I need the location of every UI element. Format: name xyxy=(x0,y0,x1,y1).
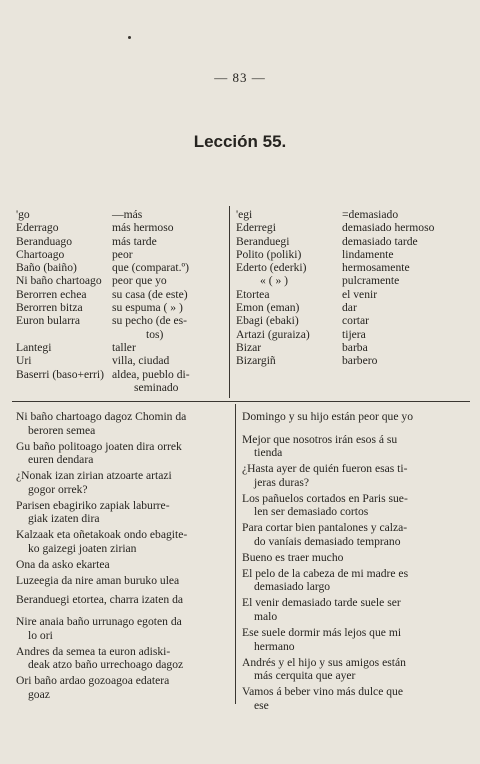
sentence: ¿Nonak izan zirian atzoarte artazi gogor orrek? xyxy=(16,469,172,496)
lesson-title: Lección 55. xyxy=(193,132,287,151)
vocab-term: Ederregi xyxy=(236,221,276,235)
column-divider xyxy=(229,206,230,398)
vocab-row xyxy=(236,235,466,248)
vocab-row xyxy=(16,274,228,287)
sentence: Parisen ebagiriko zapiak laburre- giak izaten dira xyxy=(16,498,170,526)
sentence: Andrés y el hijo y sus amigos están más cerquita que ayer xyxy=(242,655,406,683)
vocab-term: Ederto (ederki) xyxy=(236,261,307,275)
vocab-definition: lindamente xyxy=(342,247,394,261)
vocab-row xyxy=(236,221,466,234)
vocab-term: Lantegi xyxy=(16,340,52,354)
vocab-term: Beranduago xyxy=(16,234,73,248)
sentence: Beranduegi etortea, charra izaten da xyxy=(16,593,184,607)
vocab-definition: peor que yo xyxy=(112,274,167,288)
vocab-row xyxy=(236,261,466,274)
basque-sentences xyxy=(16,410,228,704)
vocab-term: Bizar xyxy=(236,340,262,354)
vocab-definition: el venir xyxy=(342,287,378,301)
vocab-row xyxy=(16,301,228,314)
sentence: Andres da semea ta euron adiski- deak atzo baño urrechoago dagoz xyxy=(16,644,184,672)
vocab-definition: más tarde xyxy=(112,234,157,248)
vocab-definition: pulcramente xyxy=(342,274,400,288)
sentence: Vamos á beber vino más dulce que ese xyxy=(242,685,403,712)
vocab-term: « ( » ) xyxy=(260,274,289,288)
vocab-row xyxy=(16,208,228,221)
sentence: Luzeegia da nire aman buruko ulea xyxy=(16,573,180,587)
sentence: Domingo y su hijo están peor que yo xyxy=(242,410,413,423)
vocab-definition: barbero xyxy=(342,354,378,368)
sentence: Nire anaia baño urrunago egoten da lo ori xyxy=(16,615,182,642)
vocabulary-left-column xyxy=(16,208,228,394)
vocab-term: Euron bularra xyxy=(16,314,81,328)
vocab-term: Ebagi (ebaki) xyxy=(236,314,299,328)
vocab-row xyxy=(16,235,228,248)
vocab-term: Berorren echea xyxy=(16,287,87,301)
vocab-term: Emon (eman) xyxy=(236,301,300,315)
vocab-row xyxy=(236,341,466,354)
vocab-definition: tijera xyxy=(342,327,366,341)
vocab-row xyxy=(236,314,466,327)
sentence: ¿Hasta ayer de quién fueron esas ti- jeras duras? xyxy=(242,462,408,489)
vocab-term: Baserri (baso+erri) xyxy=(16,367,104,381)
vocab-definition: peor xyxy=(112,247,133,261)
vocab-row xyxy=(16,221,228,234)
vocab-row xyxy=(16,368,228,381)
page-number: — 83 — xyxy=(214,70,266,85)
vocab-row xyxy=(16,314,228,327)
vocab-row xyxy=(236,301,466,314)
vocab-term: Artazi (guraiza) xyxy=(236,327,310,341)
vocab-row xyxy=(236,288,466,301)
vocab-row xyxy=(16,248,228,261)
spanish-sentences xyxy=(242,410,460,715)
vocab-term: Chartoago xyxy=(16,247,65,261)
vocab-definition: que (comparat.º) xyxy=(112,261,189,275)
section-divider xyxy=(12,401,470,402)
vocab-row-continuation xyxy=(16,328,228,341)
vocab-term: Bizargiñ xyxy=(236,354,276,368)
vocab-definition: dar xyxy=(342,301,357,315)
vocab-row xyxy=(236,328,466,341)
ink-speck xyxy=(128,36,131,39)
vocab-term: Beranduegi xyxy=(236,234,290,248)
sentence: Mejor que nosotros irán esos á su tienda xyxy=(242,432,398,460)
vocab-row xyxy=(16,341,228,354)
sentence: Para cortar bien pantalones y calza- do vaníais demasiado temprano xyxy=(242,521,408,548)
vocab-row xyxy=(16,354,228,367)
sentence: El venir demasiado tarde suele ser malo xyxy=(242,596,401,624)
vocab-definition: su casa (de este) xyxy=(112,287,188,301)
vocab-definition: taller xyxy=(112,340,136,354)
vocab-definition: demasiado tarde xyxy=(342,234,418,248)
vocab-definition: su pecho (de es- xyxy=(112,314,188,328)
sentence: Ona da asko ekartea xyxy=(16,557,110,571)
vocab-term: Ederrago xyxy=(16,221,59,235)
sentence: Kalzaak eta oñetakoak ondo ebagite- ko gaizegi joaten zirian xyxy=(16,528,188,555)
vocab-row xyxy=(16,288,228,301)
vocab-definition: su espuma ( » ) xyxy=(112,301,183,315)
vocab-definition-continuation: seminado xyxy=(134,380,179,394)
sentence: Los pañuelos cortados en Paris sue- len ser demasiado cortos xyxy=(242,491,408,519)
vocab-term: Polito (poliki) xyxy=(236,247,302,261)
vocab-term: Berorren bitza xyxy=(16,301,83,315)
vocab-term: Ni baño chartoago xyxy=(16,274,102,288)
vocab-definition: —más xyxy=(112,208,143,221)
vocab-definition: barba xyxy=(342,340,368,354)
sentence: Gu baño politoago joaten dira orrek euren dendara xyxy=(16,439,182,467)
vocab-row xyxy=(236,208,466,221)
vocab-term: 'egi xyxy=(236,208,253,221)
column-divider xyxy=(235,404,236,704)
vocab-definition: más hermoso xyxy=(112,221,174,235)
vocab-definition: hermosamente xyxy=(342,261,410,275)
vocab-row xyxy=(236,248,466,261)
vocabulary-right-column xyxy=(236,208,466,368)
vocab-term: 'go xyxy=(16,208,30,221)
vocab-term: Uri xyxy=(16,354,32,368)
sentence: Bueno es traer mucho xyxy=(242,550,344,564)
vocab-definition: demasiado hermoso xyxy=(342,221,435,235)
vocab-row xyxy=(236,274,466,287)
sentence: Ori baño ardao gozoagoa edatera goaz xyxy=(16,674,170,701)
sentence: El pelo de la cabeza de mi madre es demasiado largo xyxy=(242,566,409,594)
vocab-term: Etortea xyxy=(236,287,270,301)
vocab-definition: aldea, pueblo di- xyxy=(112,367,190,381)
vocab-definition-continuation: tos) xyxy=(146,327,164,341)
vocab-definition: =demasiado xyxy=(342,208,399,221)
sentence: Ni baño chartoago dagoz Chomin da beroren semea xyxy=(16,410,187,437)
vocab-definition: villa, ciudad xyxy=(112,354,170,368)
vocab-row xyxy=(16,261,228,274)
sentence: Ese suele dormir más lejos que mi hermano xyxy=(242,626,402,653)
vocab-row-continuation xyxy=(16,381,228,394)
vocab-row xyxy=(236,354,466,367)
vocab-term: Baño (baiño) xyxy=(16,261,77,275)
vocab-definition: cortar xyxy=(342,314,370,328)
